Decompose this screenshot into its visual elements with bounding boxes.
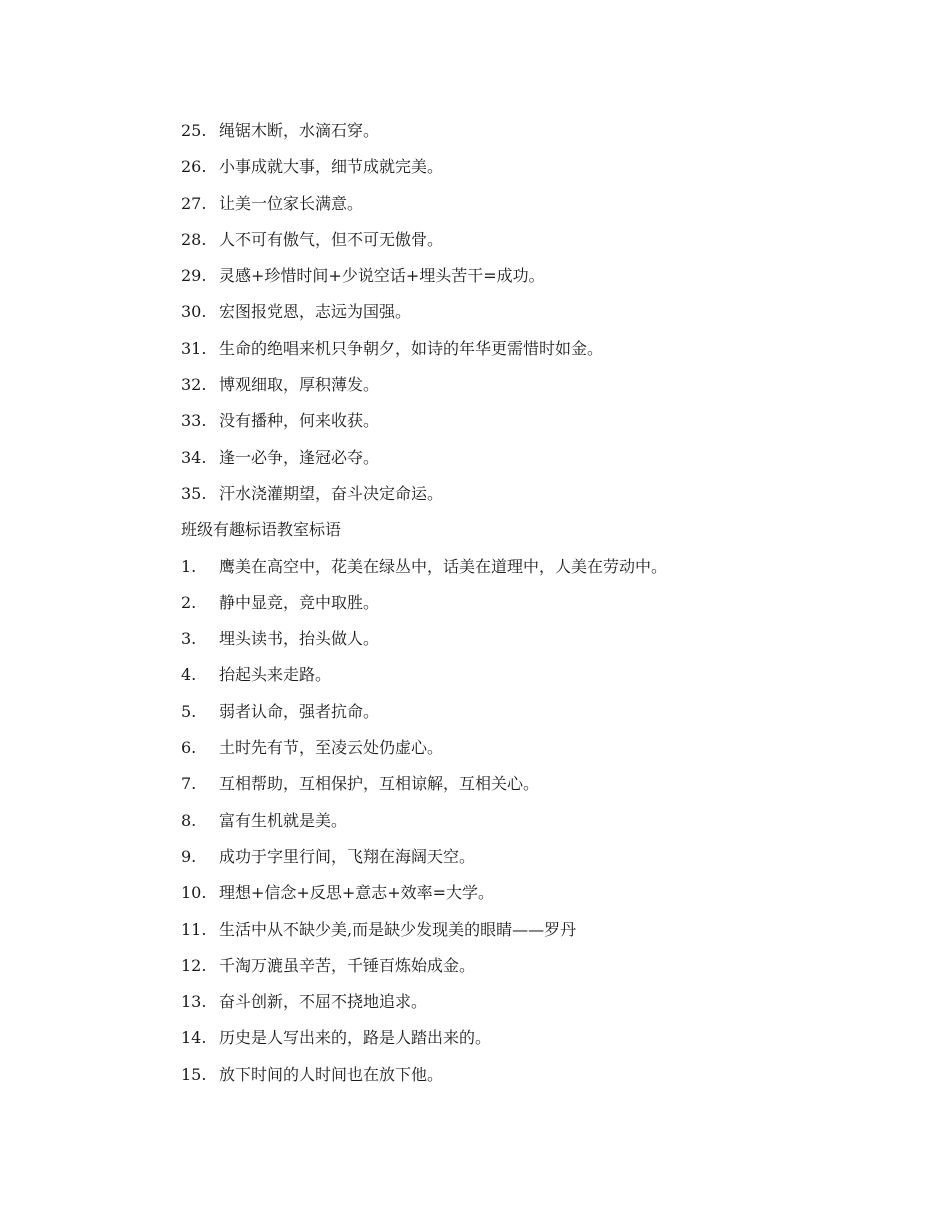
item-number: 1. [181, 556, 197, 576]
item-number: 9. [181, 846, 197, 866]
item-text: 历史是人写出来的，路是人踏出来的。 [219, 1028, 492, 1048]
item-text: 宏图报党恩，志远为国强。 [219, 302, 412, 322]
item-text: 灵感+珍惜时间+少说空话+埋头苦干=成功。 [219, 266, 545, 286]
item-number: 33. [181, 411, 207, 431]
item-text: 鹰美在高空中，花美在绿丛中，话美在道理中，人美在劳动中。 [219, 556, 668, 576]
list-item [181, 403, 881, 439]
item-text: 生活中从不缺少美,而是缺少发现美的眼睛——罗丹 [219, 919, 577, 939]
item-text: 汗水浇灌期望，奋斗决定命运。 [219, 483, 444, 503]
item-number: 31. [181, 338, 207, 358]
item-number: 7. [181, 774, 197, 794]
list-item [181, 621, 881, 657]
item-text: 小事成就大事，细节成就完美。 [219, 157, 444, 177]
list-item [181, 948, 881, 984]
item-text: 生命的绝唱来机只争朝夕，如诗的年华更需惜时如金。 [219, 338, 604, 358]
item-number: 10. [181, 883, 207, 903]
item-text: 抬起头来走路。 [219, 665, 332, 685]
item-text: 逢一必争，逢冠必夺。 [219, 447, 380, 467]
item-text: 成功于字里行间，飞翔在海阔天空。 [219, 846, 476, 866]
item-number: 11. [181, 919, 207, 939]
item-text: 博观细取，厚积薄发。 [219, 375, 380, 395]
document-content [181, 113, 881, 1093]
item-text: 人不可有傲气，但不可无傲骨。 [219, 229, 444, 249]
item-text: 让美一位家长满意。 [219, 193, 364, 213]
item-number: 34. [181, 447, 207, 467]
list-item [181, 1020, 881, 1056]
list-item [181, 839, 881, 875]
list-item [181, 149, 881, 185]
item-number: 15. [181, 1064, 207, 1084]
item-text: 千淘万漉虽辛苦，千锤百炼始成金。 [219, 955, 476, 975]
list-item [181, 912, 881, 948]
list-item [181, 440, 881, 476]
item-number: 13. [181, 992, 207, 1012]
list-item [181, 331, 881, 367]
item-text: 放下时间的人时间也在放下他。 [219, 1064, 444, 1084]
list-item [181, 186, 881, 222]
list-item [181, 222, 881, 258]
list-item [181, 113, 881, 149]
item-number: 12. [181, 955, 207, 975]
list-item [181, 476, 881, 512]
item-number: 8. [181, 810, 197, 830]
list-item [181, 694, 881, 730]
list-item [181, 875, 881, 911]
list-item [181, 258, 881, 294]
item-number: 32. [181, 375, 207, 395]
item-text: 静中显竞，竞中取胜。 [219, 592, 380, 612]
item-number: 5. [181, 701, 197, 721]
item-number: 29. [181, 266, 207, 286]
list-item [181, 730, 881, 766]
list-item [181, 294, 881, 330]
item-number: 27. [181, 193, 207, 213]
item-number: 26. [181, 157, 207, 177]
list-item [181, 367, 881, 403]
item-number: 3. [181, 629, 197, 649]
item-text: 弱者认命，强者抗命。 [219, 701, 380, 721]
item-text: 埋头读书，抬头做人。 [219, 629, 380, 649]
item-text: 土时先有节，至凌云处仍虚心。 [219, 738, 444, 758]
item-number: 25. [181, 121, 207, 140]
item-text: 奋斗创新，不屈不挠地追求。 [219, 992, 428, 1012]
item-text: 理想+信念+反思+意志+效率=大学。 [219, 883, 495, 903]
item-text: 富有生机就是美。 [219, 810, 348, 830]
item-text: 互相帮助，互相保护，互相谅解，互相关心。 [219, 774, 540, 794]
item-text: 绳锯木断，水滴石穿。 [219, 121, 380, 140]
item-number: 28. [181, 229, 207, 249]
item-number: 35. [181, 483, 207, 503]
item-text: 没有播种，何来收获。 [219, 411, 380, 431]
list-item [181, 657, 881, 693]
item-number: 14. [181, 1028, 207, 1048]
list-item [181, 549, 881, 585]
list-item [181, 585, 881, 621]
item-number: 30. [181, 302, 207, 322]
item-number: 6. [181, 738, 197, 758]
list-item [181, 984, 881, 1020]
section-heading: 班级有趣标语教室标语 [181, 520, 342, 540]
list-item [181, 1057, 881, 1093]
item-number: 4. [181, 665, 197, 685]
list-item [181, 766, 881, 802]
item-number: 2. [181, 592, 197, 612]
list-item [181, 803, 881, 839]
